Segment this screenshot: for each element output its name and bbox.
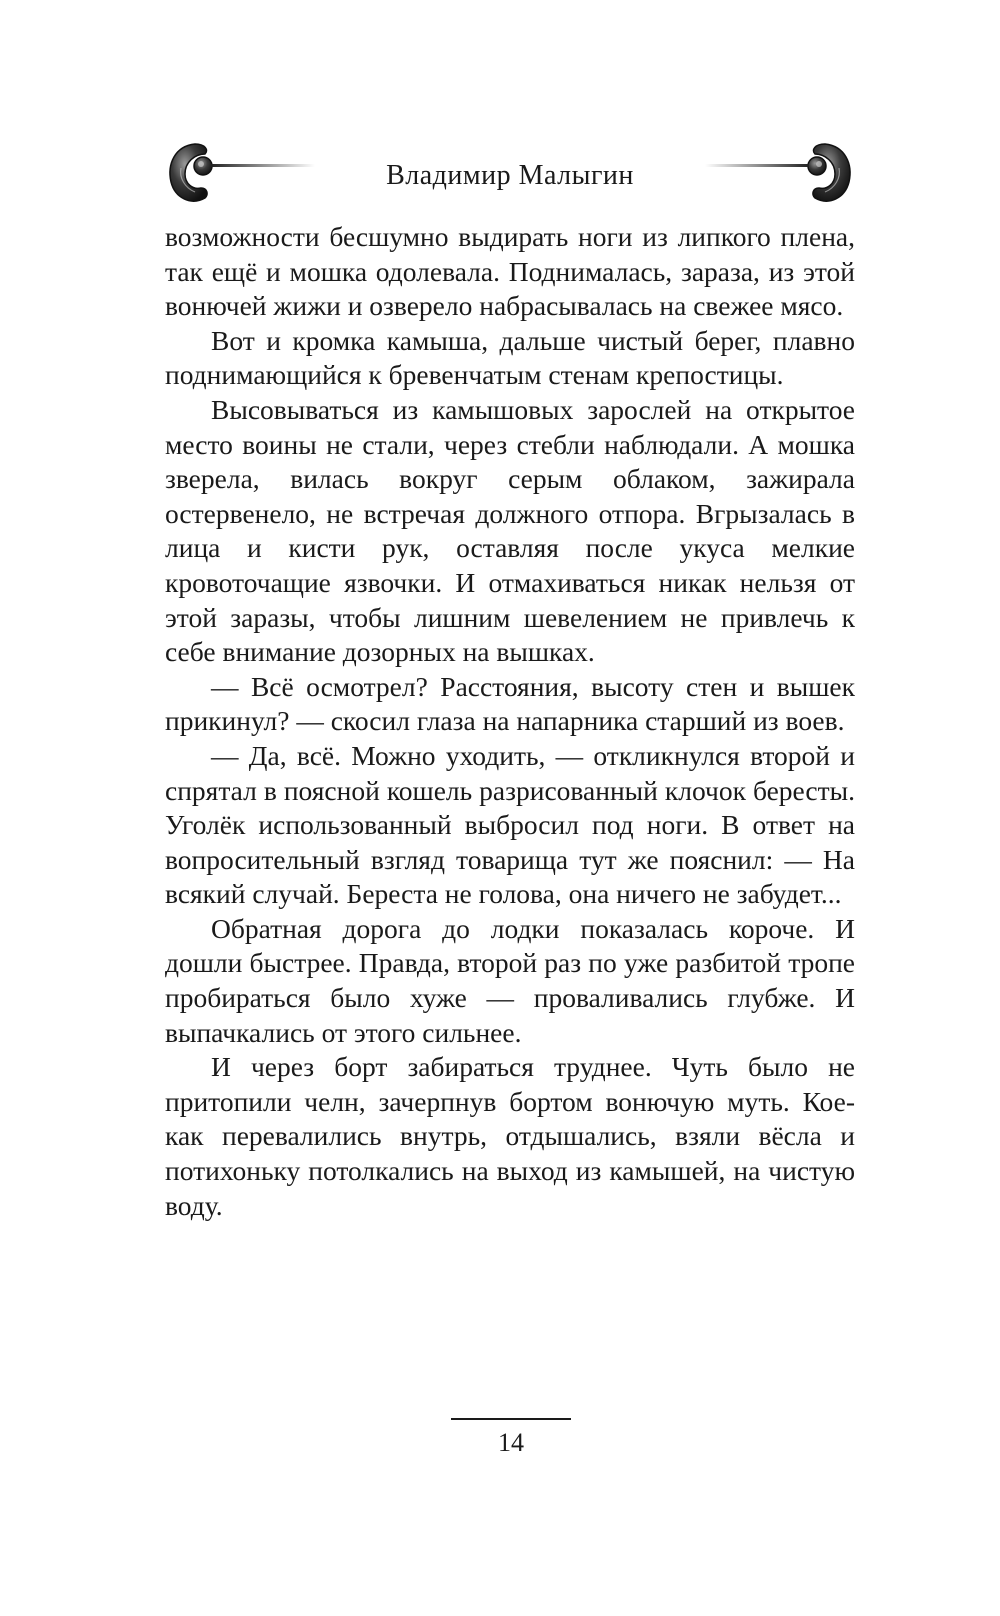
paragraph: Обратная дорога до лодки показалась короче. И дошли быстрее. Правда, второй раз по уже разбитой тропе пробираться было хуже — проваливались глубже. И выпачкались от этого сильнее. xyxy=(165,912,855,1048)
paragraph: — Да, всё. Можно уходить, — откликнулся второй и спрятал в поясной кошель разрисованный клочок бересты. Уголёк использованный выбросил под ноги. В ответ на вопросительный взгляд товарища тут же пояснил: — На всякий случай. Береста не голова, она ничего не забудет... xyxy=(165,739,855,910)
paragraph: И через борт забираться труднее. Чуть было не притопили челн, зачерпнув бортом вонючую муть. Кое-как перевалились внутрь, отдышались, взяли вёсла и потихоньку потолкались на выход из камышей, на чистую воду. xyxy=(165,1051,855,1221)
paragraph: Вот и кромка камыша, дальше чистый берег, плавно поднимающийся к бревенчатым стенам крепостицы. xyxy=(165,324,855,391)
author-name: Владимир Малыгин xyxy=(386,160,634,191)
scroll-ornament-icon xyxy=(705,138,855,218)
paragraph: возможности бесшумно выдирать ноги из липкого плена, так ещё и мошка одолевала. Поднималась, зараза, из этой вонючей жижи и озверело набрасывалась на свежее мясо. xyxy=(165,221,855,322)
paragraph: — Всё осмотрел? Расстояния, высоту стен и вышек прикинул? — скосил глаза на напарника старший из воев. xyxy=(165,670,855,737)
footer-rule xyxy=(451,1418,571,1420)
body-text xyxy=(165,220,855,1223)
running-header xyxy=(165,138,855,218)
page-number: 14 xyxy=(498,1428,524,1457)
paragraph: Высовываться из камышовых зарослей на открытое место воины не стали, через стебли наблюдали. А мошка зверела, вилась вокруг серым облаком, зажирала остервенело, не встречая должного отпора. Вгрызалась в лица и кисти рук, оставляя после укуса мелкие кровоточащие язвочки. И отмахиваться никак нельзя от этой заразы, чтобы лишним шевелением не привлечь к себе внимание дозорных на вышках. xyxy=(165,393,855,668)
